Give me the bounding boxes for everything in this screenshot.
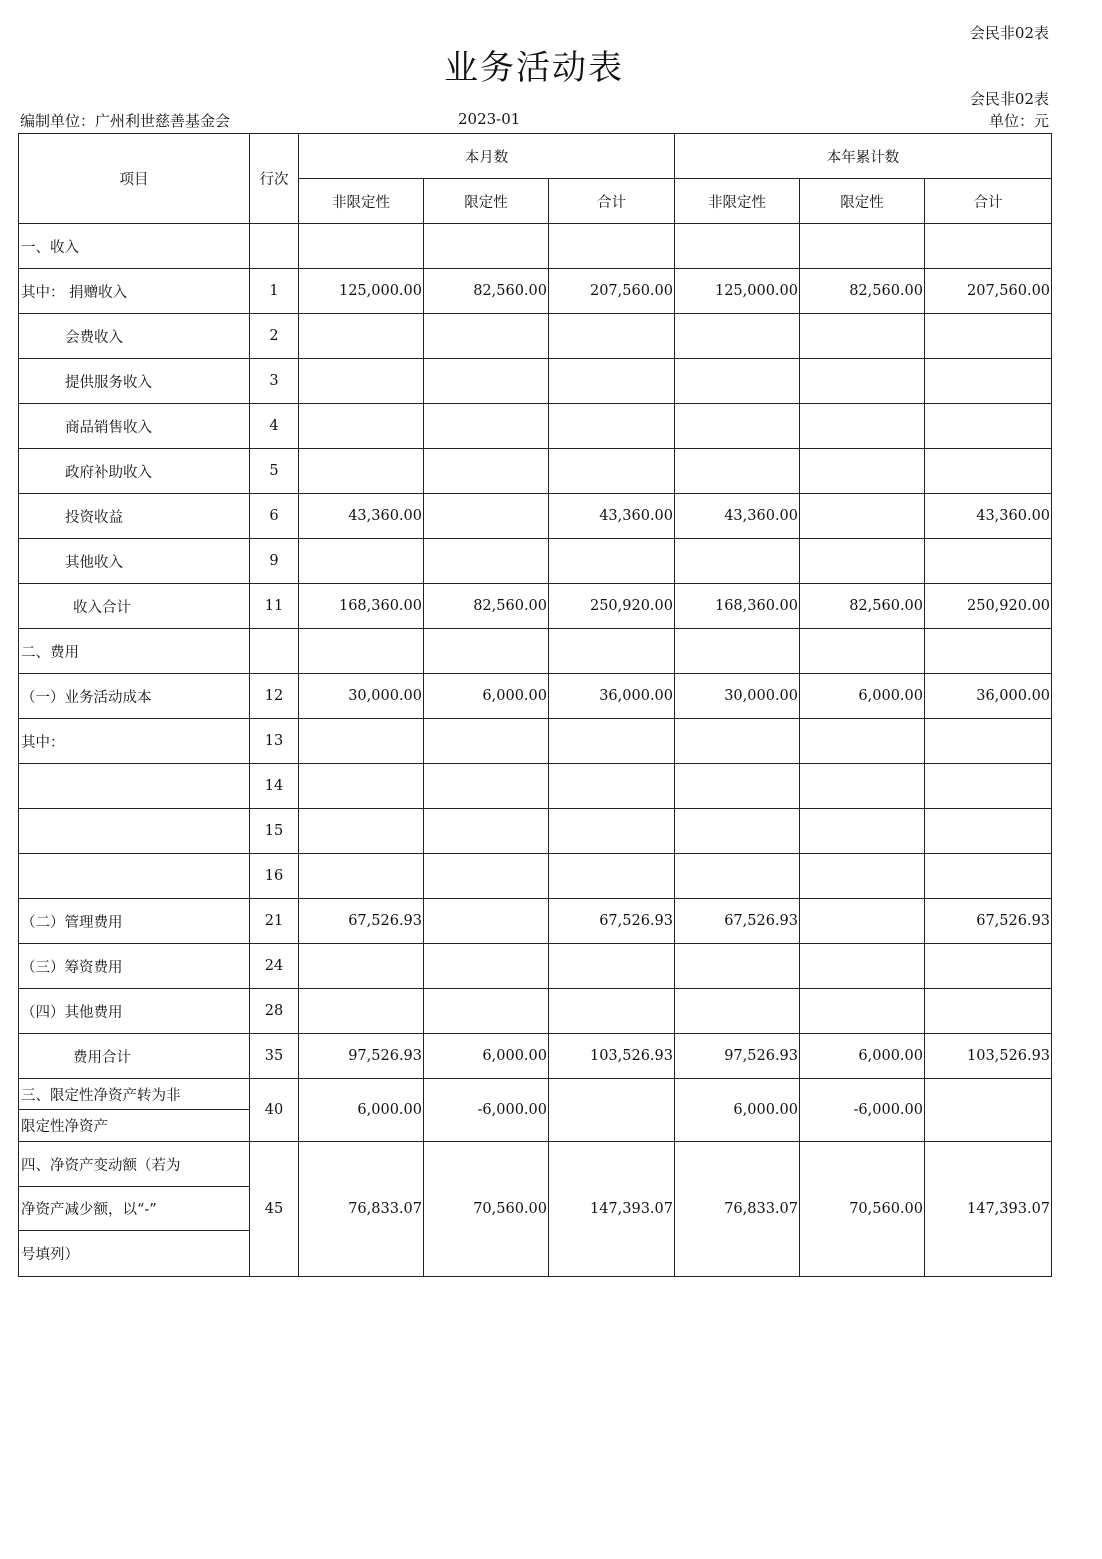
row-value	[299, 764, 424, 809]
row-value	[549, 719, 675, 764]
row-value: 125,000.00	[299, 269, 424, 314]
row-value	[299, 404, 424, 449]
row-line: 28	[250, 989, 299, 1034]
header-item: 项目	[19, 134, 250, 224]
row-value	[925, 944, 1052, 989]
row-value	[675, 809, 800, 854]
row-value	[299, 809, 424, 854]
activity-statement-table	[18, 133, 1052, 1277]
row-value	[549, 764, 675, 809]
row-value	[675, 359, 800, 404]
row-value: 70,560.00	[424, 1142, 549, 1277]
row-value	[549, 539, 675, 584]
row-value: 97,526.93	[675, 1034, 800, 1079]
row-line: 45	[250, 1142, 299, 1277]
row-item: 商品销售收入	[19, 404, 250, 449]
row-value: 250,920.00	[549, 584, 675, 629]
row-value	[675, 404, 800, 449]
row-value: 168,360.00	[675, 584, 800, 629]
report-period: 2023-01	[458, 110, 521, 128]
row-line: 6	[250, 494, 299, 539]
row-value	[925, 224, 1052, 269]
row-value	[299, 629, 424, 674]
header-line: 行次	[250, 134, 299, 224]
row-item: （二）管理费用	[19, 899, 250, 944]
row-item: 其中：	[19, 719, 250, 764]
row-value	[675, 224, 800, 269]
row-value	[675, 449, 800, 494]
row-value: 70,560.00	[800, 1142, 925, 1277]
row-value: 6,000.00	[424, 1034, 549, 1079]
row-item-line: 净资产减少额，以“-”	[19, 1187, 249, 1231]
row-value: 103,526.93	[925, 1034, 1052, 1079]
row-item: 一、收入	[19, 224, 250, 269]
row-value: 6,000.00	[675, 1079, 800, 1142]
row-value: 103,526.93	[549, 1034, 675, 1079]
table-row	[19, 1034, 1052, 1079]
table-row	[19, 359, 1052, 404]
row-value	[925, 854, 1052, 899]
header-ytd-unrestricted: 非限定性	[675, 179, 800, 224]
table-row	[19, 899, 1052, 944]
row-line: 13	[250, 719, 299, 764]
table-row	[19, 764, 1052, 809]
table-row	[19, 629, 1052, 674]
row-value: 168,360.00	[299, 584, 424, 629]
row-item: （三）筹资费用	[19, 944, 250, 989]
table-row	[19, 584, 1052, 629]
row-item	[19, 764, 250, 809]
row-value: 30,000.00	[299, 674, 424, 719]
row-value: 43,360.00	[925, 494, 1052, 539]
row-line: 21	[250, 899, 299, 944]
row-value	[800, 494, 925, 539]
row-item: 会费收入	[19, 314, 250, 359]
row-value: 67,526.93	[299, 899, 424, 944]
header-ytd-restricted: 限定性	[800, 179, 925, 224]
row-value: 67,526.93	[925, 899, 1052, 944]
row-value	[925, 539, 1052, 584]
row-value: 6,000.00	[424, 674, 549, 719]
row-value	[925, 449, 1052, 494]
row-item-line: 四、净资产变动额（若为	[19, 1142, 249, 1187]
row-value	[299, 854, 424, 899]
table-row	[19, 809, 1052, 854]
row-item: 提供服务收入	[19, 359, 250, 404]
row-value	[675, 989, 800, 1034]
row-value	[424, 314, 549, 359]
row-value	[424, 629, 549, 674]
row-value: 82,560.00	[800, 269, 925, 314]
row-value	[925, 629, 1052, 674]
row-value	[549, 854, 675, 899]
row-value	[675, 629, 800, 674]
row-value	[800, 944, 925, 989]
row-value	[925, 314, 1052, 359]
row-value	[299, 944, 424, 989]
header-ytd-total: 合计	[925, 179, 1052, 224]
row-line: 16	[250, 854, 299, 899]
row-value: 250,920.00	[925, 584, 1052, 629]
row-line: 12	[250, 674, 299, 719]
row-value	[424, 989, 549, 1034]
row-line: 9	[250, 539, 299, 584]
row-item: （四）其他费用	[19, 989, 250, 1034]
table-row	[19, 854, 1052, 899]
form-code-top: 会民非02表	[969, 24, 1049, 42]
row-value	[299, 359, 424, 404]
row-value	[675, 944, 800, 989]
row-line: 14	[250, 764, 299, 809]
table-row	[19, 314, 1052, 359]
row-value	[424, 359, 549, 404]
row-value: 76,833.07	[299, 1142, 424, 1277]
row-value	[299, 719, 424, 764]
row-item: 其中： 捐赠收入	[19, 269, 250, 314]
row-value: 6,000.00	[299, 1079, 424, 1142]
row-value: 6,000.00	[800, 1034, 925, 1079]
row-value	[299, 539, 424, 584]
table-row	[19, 719, 1052, 764]
row-value: -6,000.00	[800, 1079, 925, 1142]
row-item	[19, 1142, 250, 1277]
row-value: 43,360.00	[549, 494, 675, 539]
table-row-40	[19, 1079, 1052, 1142]
row-value	[424, 719, 549, 764]
row-value	[424, 854, 549, 899]
row-value	[675, 539, 800, 584]
row-value	[424, 764, 549, 809]
row-item	[19, 809, 250, 854]
row-value	[925, 719, 1052, 764]
row-value	[925, 809, 1052, 854]
row-item-line: 三、限定性净资产转为非	[19, 1079, 249, 1110]
row-value: 43,360.00	[675, 494, 800, 539]
row-value	[299, 224, 424, 269]
row-line	[250, 629, 299, 674]
row-value: 97,526.93	[299, 1034, 424, 1079]
table-row-45	[19, 1142, 1052, 1277]
report-title: 业务活动表	[444, 48, 624, 88]
row-value	[549, 989, 675, 1034]
row-value	[424, 539, 549, 584]
header-month-unrestricted: 非限定性	[299, 179, 424, 224]
row-item: 投资收益	[19, 494, 250, 539]
table-row	[19, 404, 1052, 449]
header-month-total: 合计	[549, 179, 675, 224]
row-value	[424, 224, 549, 269]
table-body	[19, 224, 1052, 1079]
row-value: 147,393.07	[925, 1142, 1052, 1277]
row-line	[250, 224, 299, 269]
row-value	[549, 629, 675, 674]
row-value	[800, 224, 925, 269]
row-line: 15	[250, 809, 299, 854]
table-row	[19, 269, 1052, 314]
row-line: 1	[250, 269, 299, 314]
row-item	[19, 854, 250, 899]
row-value	[675, 719, 800, 764]
table-row	[19, 449, 1052, 494]
row-line: 35	[250, 1034, 299, 1079]
row-value: 43,360.00	[299, 494, 424, 539]
row-value	[800, 719, 925, 764]
row-value	[549, 359, 675, 404]
row-value: 76,833.07	[675, 1142, 800, 1277]
row-value	[549, 224, 675, 269]
row-value: 36,000.00	[549, 674, 675, 719]
row-value	[925, 404, 1052, 449]
row-line: 40	[250, 1079, 299, 1142]
row-line: 11	[250, 584, 299, 629]
row-value: 6,000.00	[800, 674, 925, 719]
table-row	[19, 539, 1052, 584]
table-row	[19, 224, 1052, 269]
row-item: 收入合计	[19, 584, 250, 629]
header-ytd-group: 本年累计数	[675, 134, 1052, 179]
row-value: 82,560.00	[800, 584, 925, 629]
row-value	[299, 989, 424, 1034]
row-value	[424, 809, 549, 854]
row-item: 二、费用	[19, 629, 250, 674]
row-value	[925, 359, 1052, 404]
header-month-restricted: 限定性	[424, 179, 549, 224]
org-label: 编制单位：广州利世慈善基金会	[20, 112, 231, 130]
table-row	[19, 944, 1052, 989]
row-value	[424, 449, 549, 494]
row-value	[800, 314, 925, 359]
row-value	[424, 404, 549, 449]
row-value	[800, 404, 925, 449]
row-item: 政府补助收入	[19, 449, 250, 494]
row-value	[549, 809, 675, 854]
table-row	[19, 494, 1052, 539]
row-value: 67,526.93	[675, 899, 800, 944]
row-value: 147,393.07	[549, 1142, 675, 1277]
row-value	[925, 1079, 1052, 1142]
row-value	[800, 539, 925, 584]
row-item	[19, 1079, 250, 1142]
row-value	[800, 449, 925, 494]
row-value	[549, 1079, 675, 1142]
row-value: -6,000.00	[424, 1079, 549, 1142]
unit-label: 单位：元	[988, 112, 1049, 130]
row-line: 24	[250, 944, 299, 989]
row-value	[299, 314, 424, 359]
header-month-group: 本月数	[299, 134, 675, 179]
row-value: 125,000.00	[675, 269, 800, 314]
row-value: 207,560.00	[549, 269, 675, 314]
row-item-line: 号填列）	[21, 1246, 79, 1263]
row-value	[675, 764, 800, 809]
row-line: 4	[250, 404, 299, 449]
row-value	[800, 809, 925, 854]
row-value: 36,000.00	[925, 674, 1052, 719]
row-value	[424, 944, 549, 989]
row-value	[925, 989, 1052, 1034]
row-value	[800, 629, 925, 674]
row-value	[424, 899, 549, 944]
row-value	[675, 854, 800, 899]
table-row	[19, 989, 1052, 1034]
row-value	[800, 359, 925, 404]
row-value	[549, 944, 675, 989]
row-value: 82,560.00	[424, 269, 549, 314]
row-value	[800, 989, 925, 1034]
row-line: 3	[250, 359, 299, 404]
row-value	[675, 314, 800, 359]
row-value: 67,526.93	[549, 899, 675, 944]
row-value	[925, 764, 1052, 809]
row-value	[800, 854, 925, 899]
row-line: 2	[250, 314, 299, 359]
row-value	[299, 449, 424, 494]
row-value	[549, 314, 675, 359]
row-item: （一）业务活动成本	[19, 674, 250, 719]
row-value	[549, 449, 675, 494]
row-value: 30,000.00	[675, 674, 800, 719]
row-value	[424, 494, 549, 539]
row-value: 82,560.00	[424, 584, 549, 629]
row-value	[800, 764, 925, 809]
row-line: 5	[250, 449, 299, 494]
form-code: 会民非02表	[969, 90, 1049, 108]
row-value	[800, 899, 925, 944]
row-item-line: 限定性净资产	[21, 1118, 108, 1135]
row-item: 其他收入	[19, 539, 250, 584]
row-item: 费用合计	[19, 1034, 250, 1079]
table-row	[19, 674, 1052, 719]
row-value: 207,560.00	[925, 269, 1052, 314]
row-value	[549, 404, 675, 449]
